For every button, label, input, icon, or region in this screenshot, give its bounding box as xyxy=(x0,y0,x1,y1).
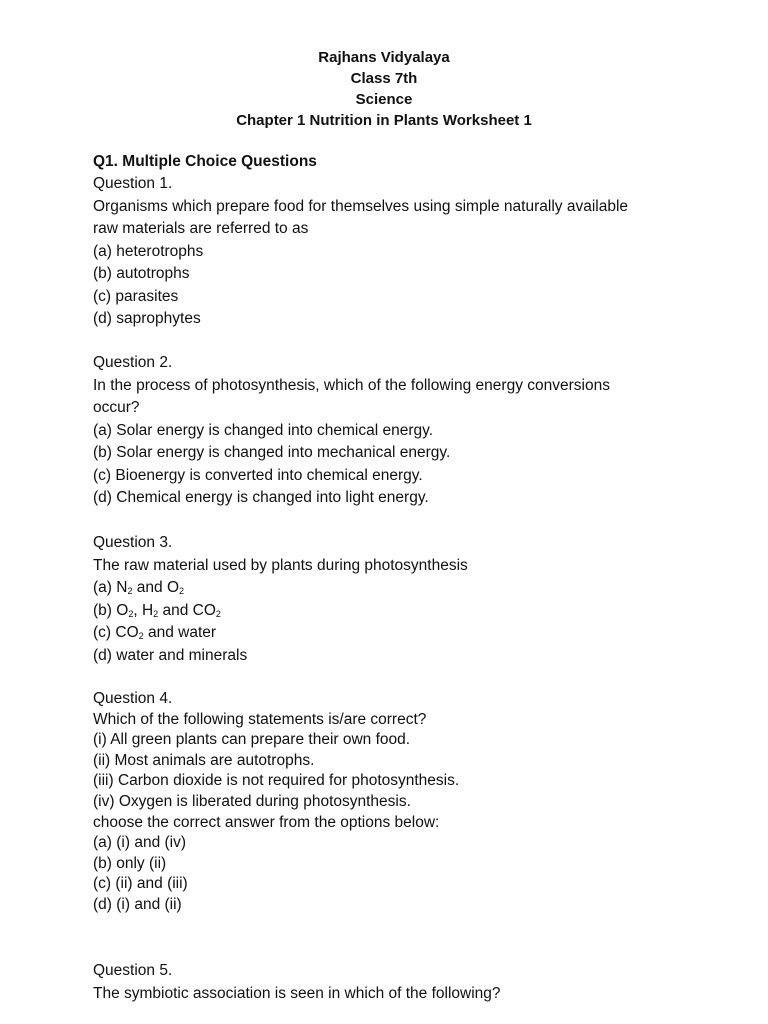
option-a: (a) Solar energy is changed into chemical energy. xyxy=(93,421,434,439)
subscript: 2 xyxy=(215,608,221,619)
school-name: Rajhans Vidyalaya xyxy=(318,49,450,66)
question-3 xyxy=(93,532,693,667)
question-text: The raw material used by plants during photosynthesis xyxy=(93,556,468,574)
question-label: Question 3. xyxy=(93,534,173,551)
option-text: (c) CO xyxy=(93,624,139,641)
option-d: (d) water and minerals xyxy=(93,646,248,664)
question-text: Organisms which prepare food for themselves using simple naturally available xyxy=(93,197,629,215)
question-instruction: choose the correct answer from the options below: xyxy=(93,813,440,831)
question-text: In the process of photosynthesis, which of the following energy conversions xyxy=(93,376,610,394)
option-text: (b) O xyxy=(93,601,129,619)
option-c: (c) Bioenergy is converted into chemical energy. xyxy=(93,466,423,484)
option-a: (a) (i) and (iv) xyxy=(93,834,187,852)
option-d: (d) Chemical energy is changed into light energy. xyxy=(93,489,429,506)
option-text: and water xyxy=(143,624,217,641)
option-d: (d) saprophytes xyxy=(93,310,201,327)
question-label: Question 4. xyxy=(93,690,173,707)
subscript: 2 xyxy=(128,608,134,619)
worksheet-title: Chapter 1 Nutrition in Plants Worksheet 1 xyxy=(236,112,532,129)
subscript: 2 xyxy=(127,586,133,596)
question-text: Which of the following statements is/are correct? xyxy=(93,710,427,728)
option-b: (b) autotrophs xyxy=(93,265,190,282)
option-text: and CO xyxy=(158,601,216,619)
option-a xyxy=(93,577,693,600)
option-b: (b) Solar energy is changed into mechanical energy. xyxy=(93,444,451,461)
option-text: , H xyxy=(133,601,154,619)
question-label: Question 1. xyxy=(93,175,173,192)
option-text: and O xyxy=(132,579,179,596)
question-text: occur? xyxy=(93,399,140,416)
statement-ii: (ii) Most animals are autotrophs. xyxy=(93,751,315,769)
subscript: 2 xyxy=(138,631,144,641)
statement-iv: (iv) Oxygen is liberated during photosynthesis. xyxy=(93,792,411,810)
question-4 xyxy=(93,689,693,916)
option-a: (a) heterotrophs xyxy=(93,242,204,260)
option-c xyxy=(93,622,693,645)
question-text: raw materials are referred to as xyxy=(93,220,309,237)
option-text: (a) N xyxy=(93,579,128,596)
question-5 xyxy=(93,960,693,1005)
question-text: The symbiotic association is seen in which of the following? xyxy=(93,984,501,1002)
statement-iii: (iii) Carbon dioxide is not required for photosynthesis. xyxy=(93,772,460,790)
option-d: (d) (i) and (ii) xyxy=(93,895,182,913)
class-name: Class 7th xyxy=(350,70,418,87)
option-b: (b) only (ii) xyxy=(93,854,167,872)
worksheet-header xyxy=(0,47,768,131)
option-b xyxy=(93,600,693,623)
question-2 xyxy=(93,352,693,510)
question-1 xyxy=(93,173,693,331)
question-label: Question 5. xyxy=(93,962,173,979)
statement-i: (i) All green plants can prepare their own food. xyxy=(93,731,411,749)
option-c: (c) (ii) and (iii) xyxy=(93,875,188,893)
subject-name: Science xyxy=(355,91,413,108)
subscript: 2 xyxy=(179,586,185,596)
section-title: Q1. Multiple Choice Questions xyxy=(93,153,317,170)
question-label: Question 2. xyxy=(93,354,173,371)
subscript: 2 xyxy=(153,608,159,619)
option-c: (c) parasites xyxy=(93,287,179,305)
